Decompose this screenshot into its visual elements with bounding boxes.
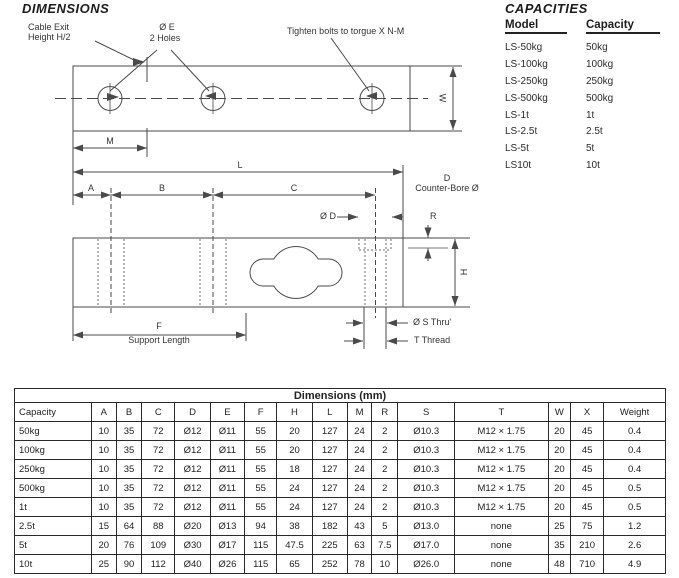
column-header-h: H	[277, 403, 312, 422]
table-cell: Ø11	[210, 460, 244, 479]
table-cell: 0.4	[604, 460, 666, 479]
capacity-list-item	[505, 56, 675, 73]
model-value: LS-2.5t	[505, 126, 538, 138]
table-cell: 55	[245, 460, 277, 479]
table-cell: 2.5t	[15, 517, 92, 536]
table-cell: 20	[548, 441, 570, 460]
table-cell: 127	[312, 479, 347, 498]
table-cell: 1t	[15, 498, 92, 517]
capacity-list-item	[505, 140, 675, 157]
table-cell: 225	[312, 536, 347, 555]
table-cell: Ø12	[175, 441, 210, 460]
column-header-r: R	[372, 403, 398, 422]
table-cell: 35	[116, 422, 141, 441]
cable-exit-label: Cable Exit Height H/2	[28, 22, 71, 42]
table-cell: 72	[142, 441, 175, 460]
table-cell: Ø12	[175, 422, 210, 441]
dim-b-label: B	[158, 183, 166, 193]
table-cell: 10	[91, 441, 116, 460]
table-cell: 127	[312, 441, 347, 460]
table-cell: 45	[570, 441, 603, 460]
table-cell: 24	[347, 479, 371, 498]
model-value: LS-50kg	[505, 41, 543, 53]
capacity-list-item	[505, 123, 675, 140]
table-cell: Ø40	[175, 555, 210, 574]
capacity-value: 500kg	[586, 92, 614, 104]
capacity-value: 100kg	[586, 58, 614, 70]
model-value: LS-1t	[505, 109, 529, 121]
table-cell: 72	[142, 479, 175, 498]
table-cell: 0.5	[604, 498, 666, 517]
dim-s-thru-label: Ø S Thru'	[413, 317, 452, 327]
model-column-header: Model	[505, 19, 567, 34]
table-cell: Ø11	[210, 498, 244, 517]
table-cell: Ø30	[175, 536, 210, 555]
table-cell: 55	[245, 422, 277, 441]
table-cell: Ø17.0	[398, 536, 455, 555]
table-cell: 24	[347, 498, 371, 517]
capacity-value: 2.5t	[586, 126, 603, 138]
capacity-column-header: Capacity	[586, 19, 660, 34]
table-cell: M12 × 1.75	[454, 422, 548, 441]
table-cell: 5t	[15, 536, 92, 555]
table-row	[15, 441, 666, 460]
table-cell: 55	[245, 498, 277, 517]
capacities-header	[505, 19, 675, 34]
table-cell: 50kg	[15, 422, 92, 441]
column-header-f: F	[245, 403, 277, 422]
dim-m-label: M	[106, 136, 114, 146]
column-header-e: E	[210, 403, 244, 422]
dim-l-label: L	[237, 160, 243, 170]
column-header-w: W	[548, 403, 570, 422]
table-cell: 20	[91, 536, 116, 555]
table-cell: 112	[142, 555, 175, 574]
table-cell: Ø26	[210, 555, 244, 574]
capacity-value: 1t	[586, 109, 595, 121]
table-cell: 15	[91, 517, 116, 536]
table-cell: Ø17	[210, 536, 244, 555]
table-cell: 252	[312, 555, 347, 574]
table-cell: 127	[312, 460, 347, 479]
table-cell: 2.6	[604, 536, 666, 555]
table-cell: 100kg	[15, 441, 92, 460]
table-cell: 210	[570, 536, 603, 555]
table-cell: 47.5	[277, 536, 312, 555]
table-cell: 78	[347, 555, 371, 574]
table-cell: Ø10.3	[398, 460, 455, 479]
dim-od-label: Ø D	[320, 211, 337, 221]
table-cell: 75	[570, 517, 603, 536]
table-cell: Ø11	[210, 479, 244, 498]
table-cell: 24	[347, 460, 371, 479]
side-view	[73, 225, 470, 349]
hole-diameter-label: Ø E	[159, 22, 175, 32]
table-cell: 25	[91, 555, 116, 574]
table-cell: Ø12	[175, 498, 210, 517]
table-row	[15, 460, 666, 479]
table-cell: 72	[142, 498, 175, 517]
table-cell: 182	[312, 517, 347, 536]
table-cell: 10	[91, 460, 116, 479]
table-cell: 88	[142, 517, 175, 536]
table-cell: 2	[372, 460, 398, 479]
table-cell: Ø13	[210, 517, 244, 536]
table-cell: 20	[548, 422, 570, 441]
column-header-b: B	[116, 403, 141, 422]
table-cell: 500kg	[15, 479, 92, 498]
table-cell: 0.4	[604, 441, 666, 460]
capacity-value: 250kg	[586, 75, 614, 87]
column-header-a: A	[91, 403, 116, 422]
table-title: Dimensions (mm)	[15, 389, 666, 403]
table-cell: 2	[372, 479, 398, 498]
table-cell: 65	[277, 555, 312, 574]
model-value: LS-250kg	[505, 75, 548, 87]
table-cell: 63	[347, 536, 371, 555]
torque-note-label: Tighten bolts to torgue X N-M	[287, 26, 405, 36]
table-cell: M12 × 1.75	[454, 460, 548, 479]
table-cell: 20	[548, 460, 570, 479]
column-header-m: M	[347, 403, 371, 422]
table-cell: 24	[277, 498, 312, 517]
capacity-list-item	[505, 73, 675, 90]
table-cell: 24	[347, 422, 371, 441]
table-row	[15, 555, 666, 574]
table-cell: Ø13.0	[398, 517, 455, 536]
table-cell: Ø10.3	[398, 441, 455, 460]
dim-h-label: H	[458, 268, 469, 276]
dim-t-thread-label: T Thread	[414, 335, 451, 345]
capacity-list-item	[505, 107, 675, 124]
table-cell: 250kg	[15, 460, 92, 479]
table-cell: 0.4	[604, 422, 666, 441]
table-cell: 127	[312, 498, 347, 517]
dimensions-table	[14, 388, 666, 574]
table-row	[15, 479, 666, 498]
table-cell: 45	[570, 498, 603, 517]
table-cell: 20	[277, 441, 312, 460]
table-cell: none	[454, 517, 548, 536]
column-header-x: X	[570, 403, 603, 422]
table-cell: 72	[142, 422, 175, 441]
table-cell: 43	[347, 517, 371, 536]
table-cell: 35	[116, 441, 141, 460]
table-cell: 55	[245, 441, 277, 460]
dim-a-label: A	[87, 183, 95, 193]
table-cell: 35	[116, 479, 141, 498]
dim-r-label: R	[430, 211, 437, 221]
table-cell: 127	[312, 422, 347, 441]
column-header-d: D	[175, 403, 210, 422]
table-cell: 35	[116, 498, 141, 517]
table-cell: 38	[277, 517, 312, 536]
capacity-list-item	[505, 39, 675, 56]
table-row	[15, 536, 666, 555]
table-cell: Ø11	[210, 422, 244, 441]
table-cell: 45	[570, 460, 603, 479]
table-row	[15, 422, 666, 441]
column-header-c: C	[142, 403, 175, 422]
table-cell: 7.5	[372, 536, 398, 555]
table-cell: 25	[548, 517, 570, 536]
column-header-l: L	[312, 403, 347, 422]
table-cell: Ø10.3	[398, 422, 455, 441]
table-cell: 35	[116, 460, 141, 479]
table-cell: 2	[372, 441, 398, 460]
table-cell: 0.5	[604, 479, 666, 498]
table-cell: 20	[548, 479, 570, 498]
table-cell: Ø26.0	[398, 555, 455, 574]
table-cell: 24	[277, 479, 312, 498]
table-cell: 115	[245, 536, 277, 555]
cutout-shape	[250, 247, 342, 299]
table-cell: Ø10.3	[398, 498, 455, 517]
capacity-value: 5t	[586, 143, 595, 155]
table-cell: 18	[277, 460, 312, 479]
table-cell: 10	[372, 555, 398, 574]
table-cell: Ø20	[175, 517, 210, 536]
table-title-row	[15, 389, 666, 403]
table-cell: 45	[570, 422, 603, 441]
capacity-value: 50kg	[586, 41, 608, 53]
table-cell: 35	[548, 536, 570, 555]
table-cell: 76	[116, 536, 141, 555]
model-value: LS-100kg	[505, 58, 548, 70]
table-cell: 10t	[15, 555, 92, 574]
dim-f-label: F	[156, 321, 162, 331]
column-header-weight: Weight	[604, 403, 666, 422]
table-cell: 64	[116, 517, 141, 536]
table-cell: M12 × 1.75	[454, 479, 548, 498]
table-cell: M12 × 1.75	[454, 441, 548, 460]
table-cell: 4.9	[604, 555, 666, 574]
table-cell: Ø12	[175, 460, 210, 479]
dim-c-label: C	[290, 183, 298, 193]
table-cell: 1.2	[604, 517, 666, 536]
support-length-label: Support Length	[128, 335, 190, 345]
table-cell: 90	[116, 555, 141, 574]
table-cell: 10	[91, 498, 116, 517]
table-cell: 48	[548, 555, 570, 574]
table-cell: 2	[372, 422, 398, 441]
model-value: LS-5t	[505, 143, 529, 155]
counter-bore-label: D Counter-Bore Ø	[415, 173, 479, 193]
table-cell: 45	[570, 479, 603, 498]
table-cell: Ø12	[175, 479, 210, 498]
capacity-list-item	[505, 90, 675, 107]
capacities-title: CAPACITIES	[505, 1, 588, 16]
capacity-value: 10t	[586, 160, 600, 172]
table-cell: 115	[245, 555, 277, 574]
table-row	[15, 498, 666, 517]
table-cell: 10	[91, 479, 116, 498]
dim-w-label: W	[437, 93, 448, 103]
column-header-t: T	[454, 403, 548, 422]
table-cell: 2	[372, 498, 398, 517]
hole-count-label: 2 Holes	[149, 33, 181, 43]
table-cell: 20	[548, 498, 570, 517]
table-cell: 710	[570, 555, 603, 574]
capacity-list-item	[505, 157, 675, 174]
table-cell: 72	[142, 460, 175, 479]
model-value: LS-500kg	[505, 92, 548, 104]
capacities-list	[505, 1, 675, 174]
table-cell: 5	[372, 517, 398, 536]
table-cell: M12 × 1.75	[454, 498, 548, 517]
table-cell: Ø11	[210, 441, 244, 460]
table-cell: 24	[347, 441, 371, 460]
table-cell: 109	[142, 536, 175, 555]
table-cell: 94	[245, 517, 277, 536]
table-cell: Ø10.3	[398, 479, 455, 498]
column-header-s: S	[398, 403, 455, 422]
table-cell: 55	[245, 479, 277, 498]
table-cell: 10	[91, 422, 116, 441]
table-row	[15, 517, 666, 536]
table-cell: none	[454, 555, 548, 574]
column-header-capacity: Capacity	[15, 403, 92, 422]
model-value: LS10t	[505, 160, 532, 172]
table-header-row	[15, 403, 666, 422]
dimensions-title: DIMENSIONS	[22, 1, 110, 16]
table-cell: none	[454, 536, 548, 555]
table-cell: 20	[277, 422, 312, 441]
